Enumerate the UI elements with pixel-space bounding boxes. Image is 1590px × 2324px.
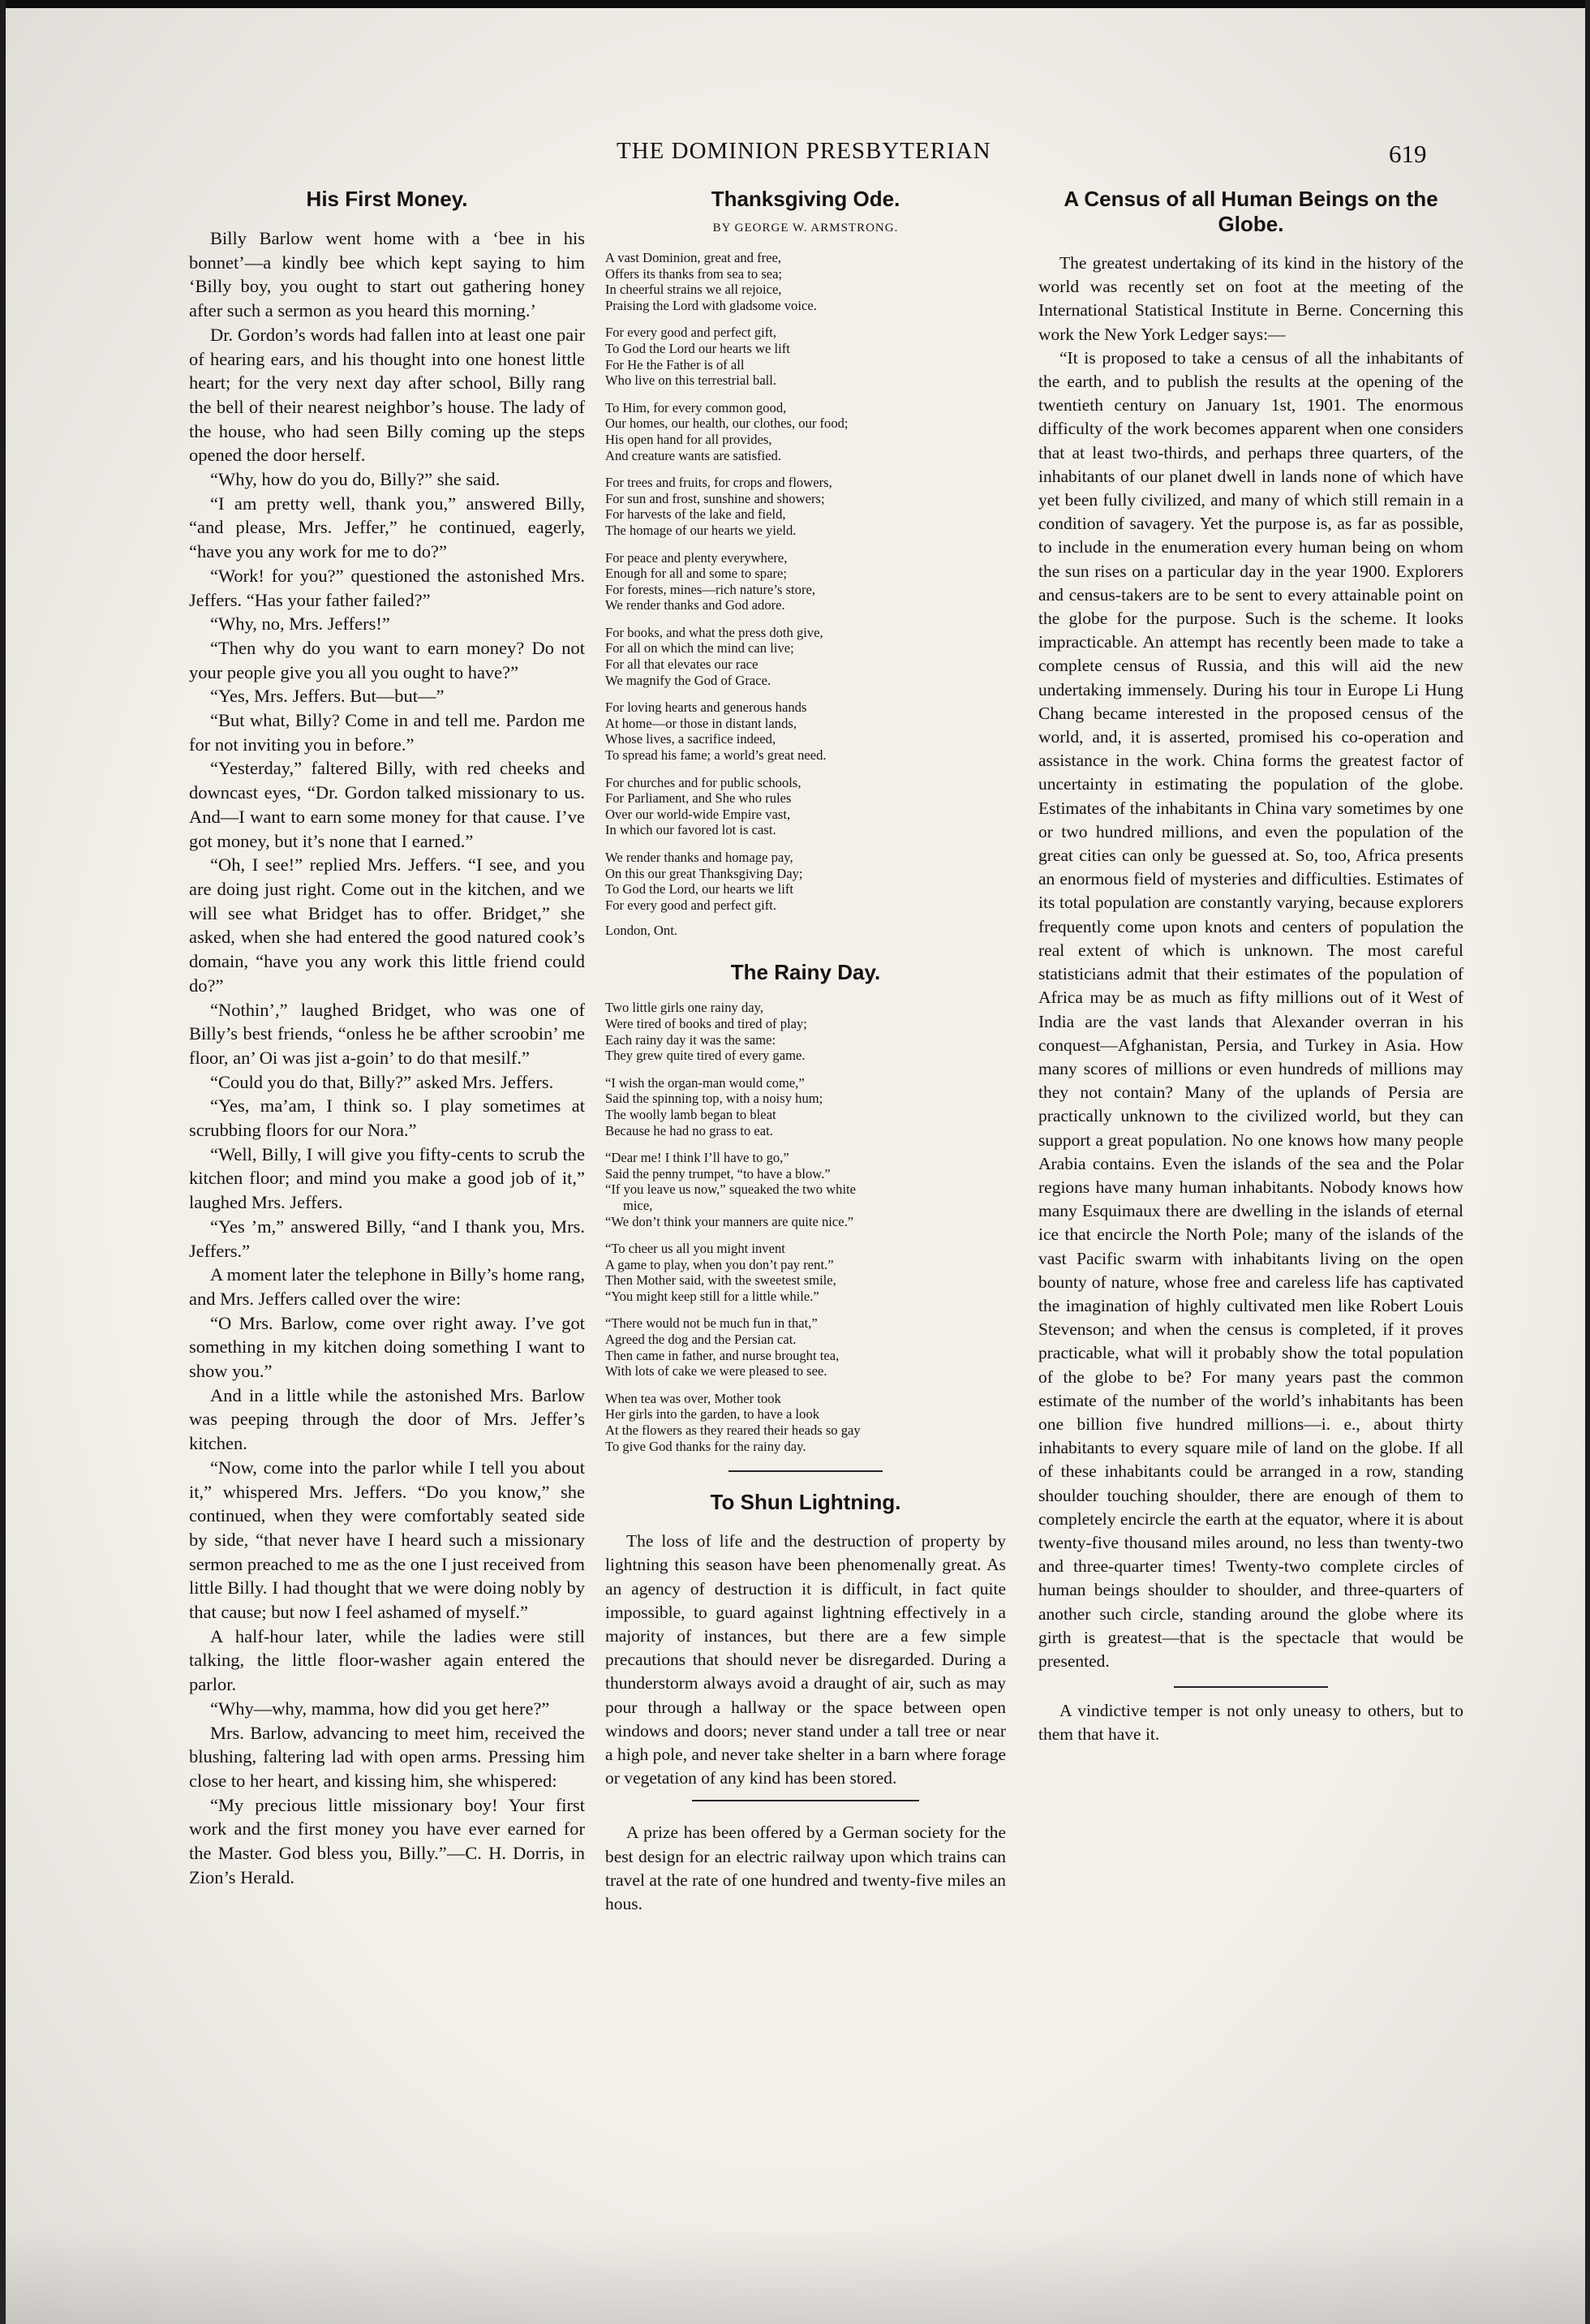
article-body-vindictive-temper	[1038, 1699, 1463, 1746]
poem-line: Then came in father, and nurse brought tea,	[605, 1347, 840, 1363]
poem-line: In cheerful strains we all rejoice,	[605, 282, 782, 298]
poem-stanza	[605, 250, 1006, 313]
poem-line: Two little girls one rainy day,	[605, 1000, 764, 1016]
article-body-census	[1038, 252, 1463, 1673]
section-divider	[728, 1470, 883, 1472]
poem-line: We magnify the God of Grace.	[605, 672, 771, 688]
paragraph: “Work! for you?” questioned the astonished Mrs. Jeffers. “Has your father failed?”	[189, 565, 585, 610]
paragraph: “Why, how do you do, Billy?” she said.	[210, 469, 501, 490]
paragraph: The loss of life and the destruction of property by lightning this season have been phenomenally great. As an agency of destruction it is difficult, in fact quite impossible, to guard against lightning effectively in a majority of instances, but there are a few simple precautions that should never be disregarded. During a thunderstorm always avoid a draught of air, such as may pour through a hallway or the space between open windows and doors; never stand under a tall tree or near a high pole, and never take shelter in a barn where forage or vegetation of any kind has been stored.	[605, 1531, 1006, 1788]
poem-line: “If you leave us now,” squeaked the two white	[605, 1181, 857, 1198]
paragraph: A half-hour later, while the ladies were still talking, the little floor-washer again entered the parlor.	[189, 1625, 585, 1695]
poem-stanza	[605, 1391, 1006, 1454]
poem-line: To God the Lord our hearts we lift	[605, 340, 790, 356]
section-divider	[1174, 1686, 1328, 1688]
poem-line: On this our great Thanksgiving Day;	[605, 865, 803, 881]
poem-line: To Him, for every common good,	[605, 399, 787, 415]
poem-line: Said the penny trumpet, “to have a blow.”	[605, 1165, 831, 1181]
poem-stanza	[605, 625, 1006, 688]
poem-line: A game to play, when you don’t pay rent.”	[605, 1256, 834, 1272]
poem-line: Praising the Lord with gladsome voice.	[605, 297, 817, 313]
paragraph: “Why, no, Mrs. Jeffers!”	[210, 613, 390, 635]
poem-line: The homage of our hearts we yield.	[605, 522, 797, 538]
article-title-rainy-day: The Rainy Day.	[730, 960, 881, 985]
poem-stanza	[605, 1150, 1006, 1229]
paragraph: “Well, Billy, I will give you fifty-cents to scrub the kitchen floor; and mind you make a good job of it,” laughed Mrs. Jeffers.	[189, 1143, 585, 1213]
poem-line: For He the Father is of all	[605, 356, 745, 372]
poem-line: Then Mother said, with the sweetest smile,	[605, 1272, 836, 1289]
poem-stanza	[605, 325, 1006, 388]
paragraph: “It is proposed to take a census of all the inhabitants of the earth, and to publish the results at the opening of the twentieth century on January 1st, 1901. The enormous difficulty of the work becomes apparent when one considers that at least two-thirds, and perhaps three quarters, of the inhabitants of our planet dwell in lands none of which have yet been fully civilized, and many of which still remain in a condition of savagery. Yet the purpose is, as far as possible, to include in the enumeration every human being on whom the sun rises on a particular day in the year 1900. Explorers and census-takers are to be sent to every attainable point on the globe for the purpose. Such is the scheme. It looks impracticable. An attempt has recently been made to take a complete census of Russia, and this will aid the new undertaking immensely. During his tour in Europe Li Hung Chang became interested in the proposed census of the world, and, it is asserted, promised his co-operation and assistance in the work. China forms the greatest factor of uncertainty in estimating the population of the globe. Estimates of the inhabitants in China vary sometimes by one or two hundred millions, and even the population of the great cities can only be guessed at. So, too, Africa presents an enormous field of mysteries and difficulties. Estimates of its total population are constantly varying, because explorers frequently come upon knots and centers of population the real extent of which is unknown. The most careful statisticians admit that their estimates of the population of Africa may be as much as fifty millions out of it West of India are the vast lands that Alexander overran in his conquest—Afghanistan, Persia, and Turkey in Asia. How many scores of millions or even hundreds of millions may they not contain? Many of the uplands of Persia are practically unknown to the civilized world, but they can support a great population. No one knows how many people Arabia contains. Even the islands of the sea and the Polar regions have many human inhabitants. Nobody knows how many Esquimaux there are dwelling in the islands of eternal ice that encircle the North Pole; many of the islands of the vast Pacific swarm with inhabitants living on the open bounty of nature, whose free and careless life has captivated the imagination of highly cultivated men like Robert Louis Stevenson; and when the census is completed, if it proves practicable, what will it probably show the total population of the globe to be? For many years past the common estimate of the number of the world’s inhabitants has been one billion five hundred millions—i. e., about thirty inhabitants to every square mile of land on the globe. If all of these inhabitants could be arranged in a row, standing shoulder touching shoulder, there are enough of them to completely encircle the earth at the equator, where it is about twenty-five thousand miles around, no less than twenty-two and three-quarter times! Twenty-two complete circles of human beings shoulder to shoulder, and three-quarters of another such circle, standing around the globe where its girth is greatest—that is the spectacle that would be presented.	[1038, 347, 1463, 1671]
page-number: 619	[1389, 140, 1427, 168]
paragraph: A vindictive temper is not only uneasy to others, but to them that have it.	[1038, 1701, 1463, 1745]
poem-line: Whose lives, a sacrifice indeed,	[605, 731, 776, 747]
paragraph: “Now, come into the parlor while I tell you about it,” whispered Mrs. Jeffers. “Do you know,” she continued, when they were comfortably seated side by side, “that never have I heard such a missionary sermon preached to me as the one I just received from little Billy. I had thought that we were doing nobly by that cause; but now I feel ashamed of myself.”	[189, 1457, 585, 1623]
poem-line: “Dear me! I think I’ll have to go,”	[605, 1150, 789, 1166]
poem-line: To give God thanks for the rainy day.	[605, 1438, 806, 1454]
article-title-his-first-money: His First Money.	[306, 187, 468, 211]
scan-shadow-bottom	[0, 2227, 1590, 2324]
poem-line: At the flowers as they reared their heads so gay	[605, 1422, 861, 1439]
poem-rainy-day	[605, 1000, 1006, 1454]
poem-line: At home—or those in distant lands,	[605, 715, 797, 731]
poem-line: They grew quite tired of every game.	[605, 1048, 806, 1064]
poem-line: Because he had no grass to eat.	[605, 1122, 773, 1138]
poem-line: For peace and plenty everywhere,	[605, 549, 788, 566]
paragraph: “Then why do you want to earn money? Do not your people give you all you ought to have?”	[189, 637, 585, 682]
poem-stanza	[605, 850, 1006, 913]
poem-line: Each rainy day it was the same:	[605, 1031, 776, 1048]
poem-line: “To cheer us all you might invent	[605, 1241, 785, 1257]
paragraph: “Yes, ma’am, I think so. I play sometimes at scrubbing floors for our Nora.”	[189, 1095, 585, 1141]
poem-stanza	[605, 550, 1006, 613]
section-divider	[692, 1800, 919, 1801]
poem-line: His open hand for all provides,	[605, 431, 772, 447]
paragraph: Mrs. Barlow, advancing to meet him, received the blushing, faltering lad with open arms. Pressing him close to her heart, and kissing him, she whispered:	[189, 1722, 585, 1791]
poem-line: Who live on this terrestrial ball.	[605, 372, 777, 389]
poem-stanza	[605, 1315, 1006, 1379]
paragraph: “O Mrs. Barlow, come over right away. I’ve got something in my kitchen doing something I want to show you.”	[189, 1312, 585, 1382]
scan-border-right	[1585, 0, 1590, 2324]
poem-thanksgiving-ode	[605, 250, 1006, 913]
poem-line: Offers its thanks from sea to sea;	[605, 265, 783, 282]
poem-stanza	[605, 1075, 1006, 1138]
poem-stanza	[605, 699, 1006, 763]
paragraph: “I am pretty well, thank you,” answered Billy, “and please, Mrs. Jeffer,” he continued, eagerly, “have you any work for me to do?”	[189, 493, 585, 562]
scan-border-left	[0, 0, 6, 2324]
poem-line: “There would not be much fun in that,”	[605, 1315, 818, 1332]
paragraph: “Yesterday,” faltered Billy, with red cheeks and downcast eyes, “Dr. Gordon talked missionary to us. And—I want to earn some money for that cause. I’ve got money, but it’s none that I earned.”	[189, 758, 585, 851]
poem-stanza	[605, 475, 1006, 538]
poem-line: For all on which the mind can live;	[605, 640, 794, 656]
running-title: THE DOMINION PRESBYTERIAN	[617, 138, 991, 164]
paragraph: “Nothin’,” laughed Bridget, who was one of Billy’s best friends, “onless he be afther scroobin’ me floor, an’ Oi was jist a-goin’ to do that mesilf.”	[189, 999, 585, 1068]
poem-line: For Parliament, and She who rules	[605, 790, 792, 807]
poem-line: Her girls into the garden, to have a look	[605, 1406, 820, 1422]
poem-line: We render thanks and God adore.	[605, 597, 785, 613]
article-title-thanksgiving-ode: Thanksgiving Ode.	[711, 187, 900, 211]
poem-line: Enough for all and some to spare;	[605, 566, 787, 582]
poem-line: For loving hearts and generous hands	[605, 699, 807, 716]
poem-line: Said the spinning top, with a noisy hum;	[605, 1091, 823, 1107]
article-body-prize-note	[605, 1821, 1006, 1916]
poem-line: For churches and for public schools,	[605, 774, 801, 790]
paragraph: “Could you do that, Billy?” asked Mrs. Jeffers.	[210, 1071, 554, 1092]
scan-border-top	[0, 0, 1590, 8]
poem-place: London, Ont.	[605, 923, 677, 939]
poem-line: For books, and what the press doth give,	[605, 624, 823, 640]
poem-line: For trees and fruits, for crops and flowers,	[605, 475, 832, 491]
column-middle	[605, 187, 1006, 1916]
poem-line: When tea was over, Mother took	[605, 1390, 781, 1406]
poem-line: For all that elevates our race	[605, 656, 758, 673]
byline: BY GEORGE W. ARMSTRONG.	[712, 222, 899, 235]
article-title-to-shun-lightning: To Shun Lightning.	[710, 1490, 901, 1515]
poem-stanza	[605, 1000, 1006, 1063]
paragraph: And in a little while the astonished Mrs. Barlow was peeping through the door of Mrs. Jeffer’s kitchen.	[189, 1384, 585, 1454]
poem-line: “We don’t think your manners are quite nice.”	[605, 1213, 854, 1229]
poem-line: We render thanks and homage pay,	[605, 850, 793, 865]
poem-line: “I wish the organ-man would come,”	[605, 1074, 805, 1091]
paragraph: “Oh, I see!” replied Mrs. Jeffers. “I see, and you are doing just right. Come out in the kitchen, and we will see what Bridget has to offer. Bridget,” she asked, when she had entered the good natured cook’s domain, “have you any work this little friend could do?”	[189, 854, 585, 996]
poem-line: To God the Lord, our hearts we lift	[605, 881, 794, 897]
paragraph: Dr. Gordon’s words had fallen into at least one pair of hearing ears, and his thought into one honest little heart; for the very next day after school, Billy rang the bell of their nearest neighbor’s house. The lady of the house, who had seen Billy coming up the steps opened the door herself.	[189, 324, 585, 466]
poem-line: For every good and perfect gift.	[605, 897, 777, 913]
article-body-his-first-money	[189, 226, 585, 1890]
paragraph: A moment later the telephone in Billy’s home rang, and Mrs. Jeffers called over the wire:	[189, 1264, 585, 1309]
poem-line: With lots of cake we were pleased to see.	[605, 1363, 827, 1379]
poem-line: To spread his fame; a world’s great need.	[605, 747, 827, 764]
poem-line: For sun and frost, sunshine and showers;	[605, 490, 825, 506]
poem-line: Over our world-wide Empire vast,	[605, 806, 791, 822]
paragraph: “But what, Billy? Come in and tell me. Pardon me for not inviting you in before.”	[189, 710, 585, 755]
poem-stanza	[605, 1241, 1006, 1304]
poem-line: Our homes, our health, our clothes, our food;	[605, 415, 849, 432]
poem-stanza	[605, 400, 1006, 463]
poem-stanza	[605, 775, 1006, 838]
poem-line: The woolly lamb began to bleat	[605, 1106, 776, 1122]
paragraph: “Yes ’m,” answered Billy, “and I thank you, Mrs. Jeffers.”	[189, 1216, 585, 1261]
poem-line: mice,	[623, 1197, 653, 1213]
poem-line: For harvests of the lake and field,	[605, 506, 786, 523]
column-left	[189, 187, 585, 1890]
poem-line: For every good and perfect gift,	[605, 325, 777, 341]
paragraph: “Why—why, mamma, how did you get here?”	[210, 1698, 550, 1719]
poem-line: A vast Dominion, great and free,	[605, 250, 782, 265]
paragraph: Billy Barlow went home with a ‘bee in his bonnet’—a kindly bee which kept saying to him ‘Billy boy, you ought to start out gathering honey after such a sermon as you heard this morning.’	[189, 228, 585, 321]
article-title-census: A Census of all Human Beings on the Globe.	[1064, 187, 1438, 236]
poem-line: “You might keep still for a little while.”	[605, 1288, 819, 1304]
poem-line: Agreed the dog and the Persian cat.	[605, 1332, 797, 1348]
paragraph: “Yes, Mrs. Jeffers. But—but—”	[210, 686, 445, 707]
paragraph: “My precious little missionary boy! Your first work and the first money you have ever earned for the Master. God bless you, Billy.”—C. H. Dorris, in Zion’s Herald.	[189, 1794, 585, 1887]
paragraph: A prize has been offered by a German society for the best design for an electric railway upon which trains can travel at the rate of one hundred and twenty-five miles an hous.	[605, 1823, 1006, 1914]
poem-line: And creature wants are satisfied.	[605, 447, 782, 463]
paragraph: The greatest undertaking of its kind in the history of the world was recently set on foot at the meeting of the International Statistical Institute in Berne. Concerning this work the New York Ledger says:—	[1038, 253, 1463, 344]
column-right	[1038, 187, 1463, 1747]
poem-line: Were tired of books and tired of play;	[605, 1015, 807, 1031]
poem-line: For forests, mines—rich nature’s store,	[605, 581, 815, 597]
poem-line: In which our favored lot is cast.	[605, 822, 776, 838]
article-body-to-shun-lightning	[605, 1530, 1006, 1790]
